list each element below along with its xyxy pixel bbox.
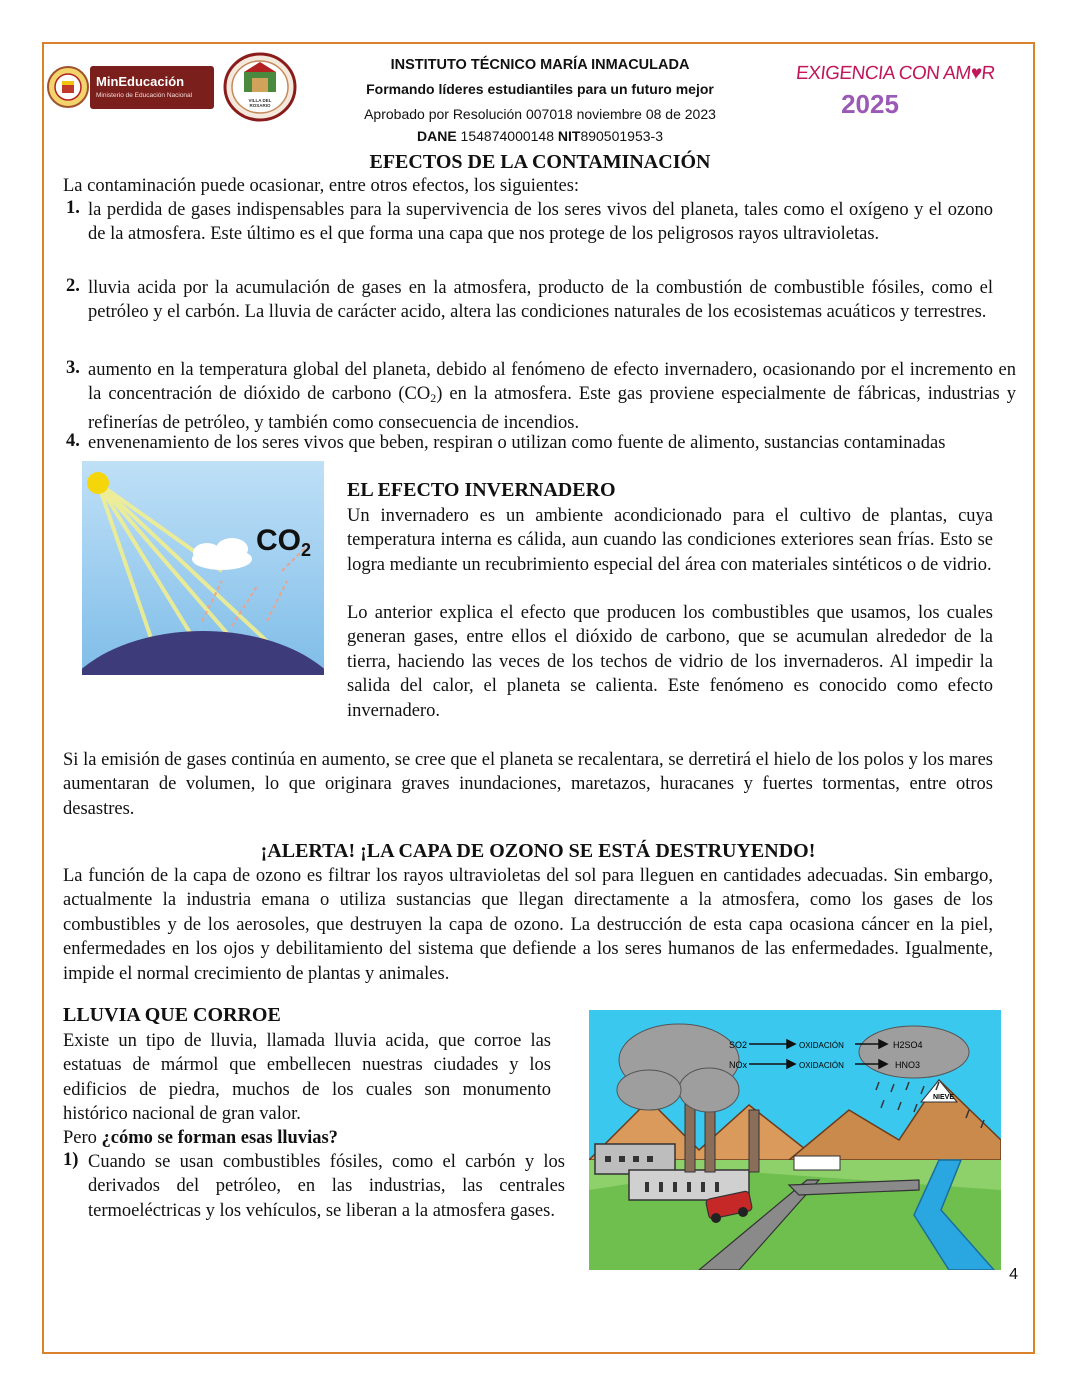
slogan-year: 2025 bbox=[841, 89, 899, 119]
effect-item-3-subscript: 2 bbox=[430, 391, 437, 406]
effect-item-3-text-a: aumento en la temperatura global del planeta, debido al fenómeno de efecto invernadero, ocasionando por el incremento en la concentración de dióxido de carbono (CO bbox=[88, 360, 1016, 405]
school-crest-icon bbox=[223, 52, 297, 122]
slogan: EXIGENCIA CON AM♥R bbox=[794, 63, 996, 84]
co2-label bbox=[256, 524, 311, 561]
greenhouse-paragraph-3: Si la emisión de gases continúa en aumento, se cree que el planeta se recalentara, se derretirá el hielo de los polos y los mares aumentaran de volumen, lo que originara graves inundaciones, maretazos, huracanes y fuertes tormentas, entre otros desastres. bbox=[63, 750, 993, 819]
acid-rain-paragraph: Existe un tipo de lluvia, llamada lluvia acida, que corroe las estatuas de mármol que embellecen nuestras ciudades y los edificios de piedra, muchos de los cuales son monumento histórico nacional de gran valor. bbox=[63, 1031, 551, 1125]
diagram-oxidation-label-1: OXIDACIÓN bbox=[799, 1041, 844, 1050]
diagram-hno3-label: HNO3 bbox=[895, 1060, 921, 1070]
diagram-h2so4-label: H2SO4 bbox=[893, 1040, 923, 1050]
greenhouse-effect-image bbox=[82, 461, 324, 675]
mineducacion-name: MinEducación bbox=[96, 74, 185, 89]
institution-motto: Formando líderes estudiantiles para un futuro mejor bbox=[366, 81, 714, 97]
diagram-so2-label: SO2 bbox=[729, 1040, 748, 1050]
effect-item-4: envenenamiento de los seres vivos que beben, respiran o utilizan como fuente de alimento, sustancias contaminadas bbox=[88, 433, 946, 453]
colombia-seal-icon bbox=[47, 66, 89, 108]
effect-number-1: 1. bbox=[66, 198, 80, 218]
effect-item-1: la perdida de gases indispensables para la supervivencia de los seres vivos del planeta, tales como el oxígeno y el ozono de la atmosfera. Este último es el que forma una capa que nos protege de los peligrosos rayos ultravioletas. bbox=[88, 200, 993, 245]
co2-label-subscript: 2 bbox=[301, 540, 312, 560]
effect-number-3: 3. bbox=[66, 358, 80, 378]
effect-item-2: lluvia acida por la acumulación de gases en la atmosfera, producto de la combustión de combustible fósiles, como el petróleo y el carbón. La lluvia de carácter acido, altera las condiciones naturales de los ecosistemas acuáticos y terrestres. bbox=[88, 278, 993, 323]
effect-number-4: 4. bbox=[66, 431, 80, 451]
acid-rain-item-1: Cuando se usan combustibles fósiles, como el carbón y los derivados del petróleo, en las industrias, las centrales termoeléctricas y los vehículos, se liberan a la atmosfera gases. bbox=[88, 1152, 565, 1221]
nit-value: 890501953-3 bbox=[580, 128, 663, 144]
effect-item-3 bbox=[88, 358, 1016, 435]
page-number: 4 bbox=[1009, 1266, 1018, 1283]
institution-name: INSTITUTO TÉCNICO MARÍA INMACULADA bbox=[390, 57, 690, 73]
approval-resolution: Aprobado por Resolución 007018 noviembre 08 de 2023 bbox=[364, 106, 716, 122]
ozone-title: ¡ALERTA! ¡LA CAPA DE OZONO SE ESTÁ DESTRUYENDO! bbox=[260, 840, 816, 862]
co2-label-text: CO bbox=[256, 524, 301, 557]
diagram-nox-label: NOx bbox=[729, 1060, 747, 1070]
effect-number-2: 2. bbox=[66, 276, 80, 296]
diagram-snow-label: NIEVE bbox=[933, 1094, 955, 1101]
greenhouse-title: EL EFECTO INVERNADERO bbox=[347, 479, 616, 501]
sun-icon bbox=[87, 472, 109, 494]
diagram-oxidation-label-2: OXIDACIÓN bbox=[799, 1061, 844, 1070]
dane-nit-line bbox=[330, 128, 750, 144]
effects-intro: La contaminación puede ocasionar, entre otros efectos, los siguientes: bbox=[63, 176, 580, 196]
mineducacion-subtitle: Ministerio de Educación Nacional bbox=[96, 92, 193, 99]
acid-rain-question bbox=[63, 1126, 563, 1150]
acid-rain-question-b: ¿cómo se forman esas lluvias? bbox=[101, 1128, 338, 1148]
nit-label: NIT bbox=[557, 128, 581, 144]
acid-rain-question-a: Pero bbox=[63, 1128, 102, 1148]
acid-rain-number-1: 1) bbox=[63, 1150, 79, 1170]
ozone-paragraph: La función de la capa de ozono es filtrar los rayos ultravioletas del sol para lleguen en cantidades adecuadas. Sin embargo, actualmente la industria emana o utiliza sustancias que llegan directamente a la atmosfera, como los gases de los combustibles y de los aerosoles, que destruyen la capa de ozono. La destrucción de esta capa ocasiona cáncer en la piel, enfermedades en los ojos y debilitamiento del sistema que defiende a los seres humanos de las enfermedades. Igualmente, impide el normal crecimiento de plantas y animales. bbox=[63, 866, 993, 984]
dane-value: 154874000148 bbox=[456, 128, 558, 144]
section-title-effects: EFECTOS DE LA CONTAMINACIÓN bbox=[369, 151, 711, 173]
acid-rain-title: LLUVIA QUE CORROE bbox=[63, 1004, 281, 1026]
mineducacion-logo bbox=[90, 66, 214, 109]
greenhouse-paragraph-2: Lo anterior explica el efecto que producen los combustibles que usamos, los cuales generan gases, entre ellos el dióxido de carbono, que se acumulan alrededor de la tierra, haciendo las veces de los techos de vidrio de los invernaderos. Al impedir la salida del calor, el planeta se calienta. Este fenómeno es conocido como efecto invernadero. bbox=[347, 603, 993, 721]
acid-rain-diagram bbox=[589, 1010, 1001, 1270]
dane-label: DANE bbox=[417, 128, 457, 144]
school-crest-text: VILLA DEL ROSARIO bbox=[248, 98, 272, 108]
greenhouse-paragraph-1: Un invernadero es un ambiente acondicionado para el cultivo de plantas, cuya temperatura interna es cálida, aun cuando las condiciones exteriores sean frías. Esto se logra mediante un recubrimiento especial del área con materiales sintéticos o de vidrio. bbox=[347, 506, 993, 575]
effect-item-3-text-b: ) en la atmosfera. Este gas proviene especialmente de fábricas, industrias y refinerías de petróleo, y también como consecuencia de incendios. bbox=[88, 384, 1016, 433]
